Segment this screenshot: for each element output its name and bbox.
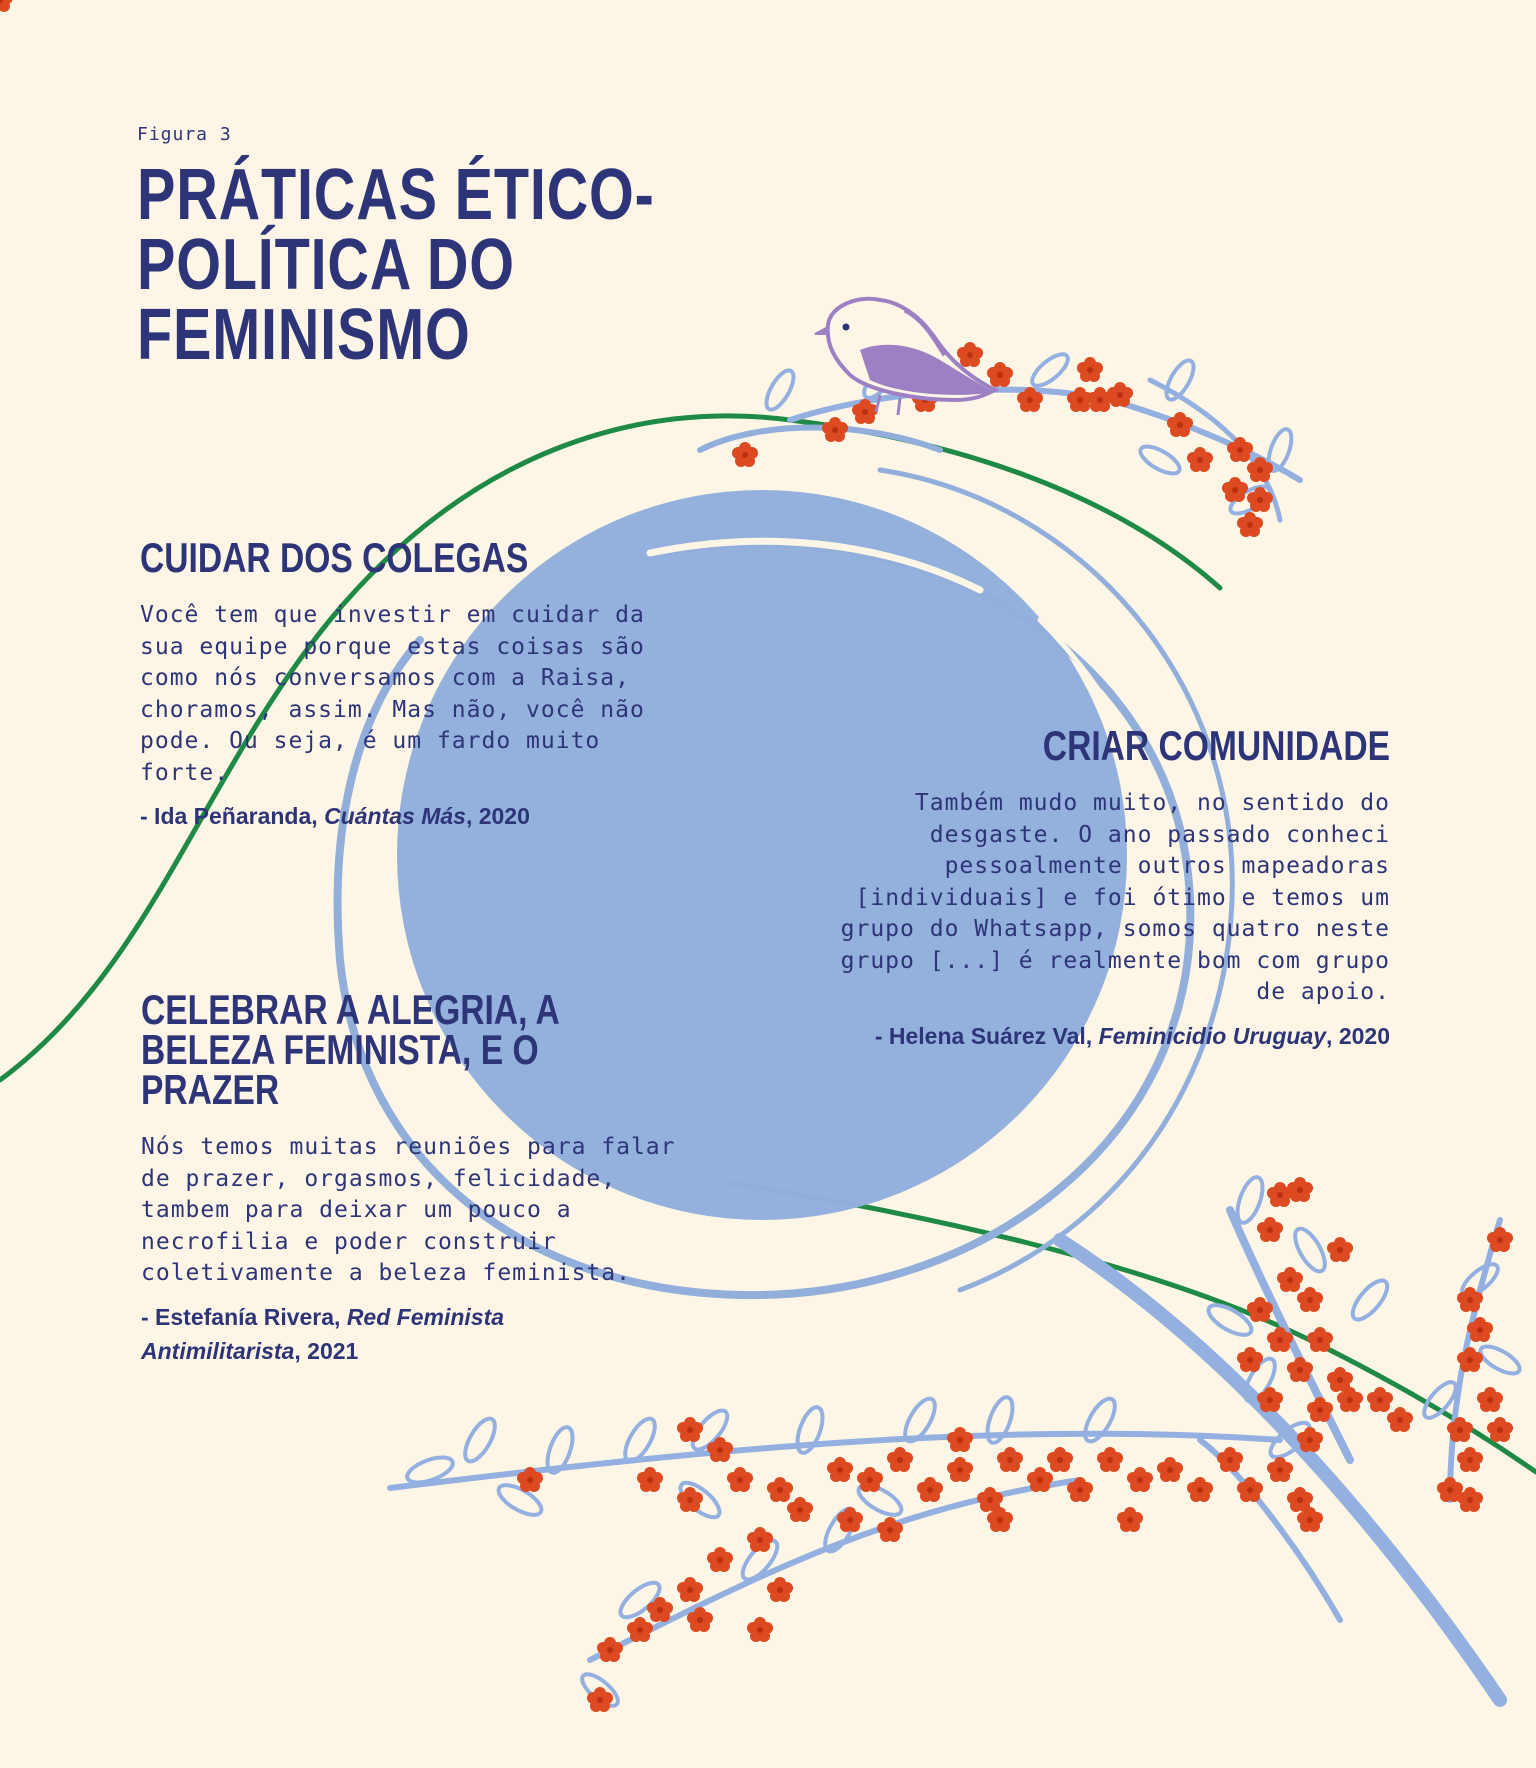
citation-source: Red Feminista Antimilitarista xyxy=(141,1303,505,1364)
section-cuidar xyxy=(140,534,680,833)
section-heading: CELEBRAR A ALEGRIA, A BELEZA FEMINISTA, E O PRAZER xyxy=(141,986,559,1113)
section-heading: CUIDAR DOS COLEGAS xyxy=(140,534,529,581)
figure-label: Figura 3 xyxy=(137,124,232,145)
citation-author: - Helena Suárez Val, xyxy=(874,1022,1099,1049)
citation-source: Feminicidio Uruguay xyxy=(1098,1022,1327,1049)
section-citation xyxy=(141,1300,581,1368)
section-celebrar xyxy=(141,986,701,1368)
section-quote: Também mudo muito, no sentido do desgaste. O ano passado conheci pessoalmente outros mapeadoras [individuais] e foi ótimo e temos um grupo do Whatsapp, somos quatro neste grupo [...] é realmente bom com grupo de apoio. xyxy=(840,790,1390,1005)
citation-source: Cuántas Más xyxy=(324,803,466,829)
citation-author: - Ida Peñaranda, xyxy=(140,803,325,829)
section-criar xyxy=(810,722,1390,1053)
citation-author: - Estefanía Rivera, xyxy=(141,1303,347,1330)
citation-year: , 2020 xyxy=(465,803,530,829)
green-stem-icon xyxy=(730,1183,1536,1472)
section-heading: CRIAR COMUNIDADE xyxy=(1042,722,1390,769)
section-quote: Nós temos muitas reuniões para falar de prazer, orgasmos, felicidade, tambem para deixar um pouco a necrofilia e poder construir coletivamente a beleza feminista. xyxy=(141,1134,676,1286)
citation-year: , 2020 xyxy=(1326,1022,1390,1049)
page-title: PRÁTICAS ÉTICO-POLÍTICA DO FEMINISMO xyxy=(137,155,655,375)
section-quote: Você tem que investir em cuidar da sua equipe porque estas coisas são como nós conversamos com a Raisa, choramos, assim. Mas não, você não pode. Ou seja, é um fardo muito forte. xyxy=(140,602,645,786)
citation-year: , 2021 xyxy=(294,1337,359,1364)
section-citation xyxy=(140,799,680,833)
section-citation xyxy=(810,1019,1390,1053)
